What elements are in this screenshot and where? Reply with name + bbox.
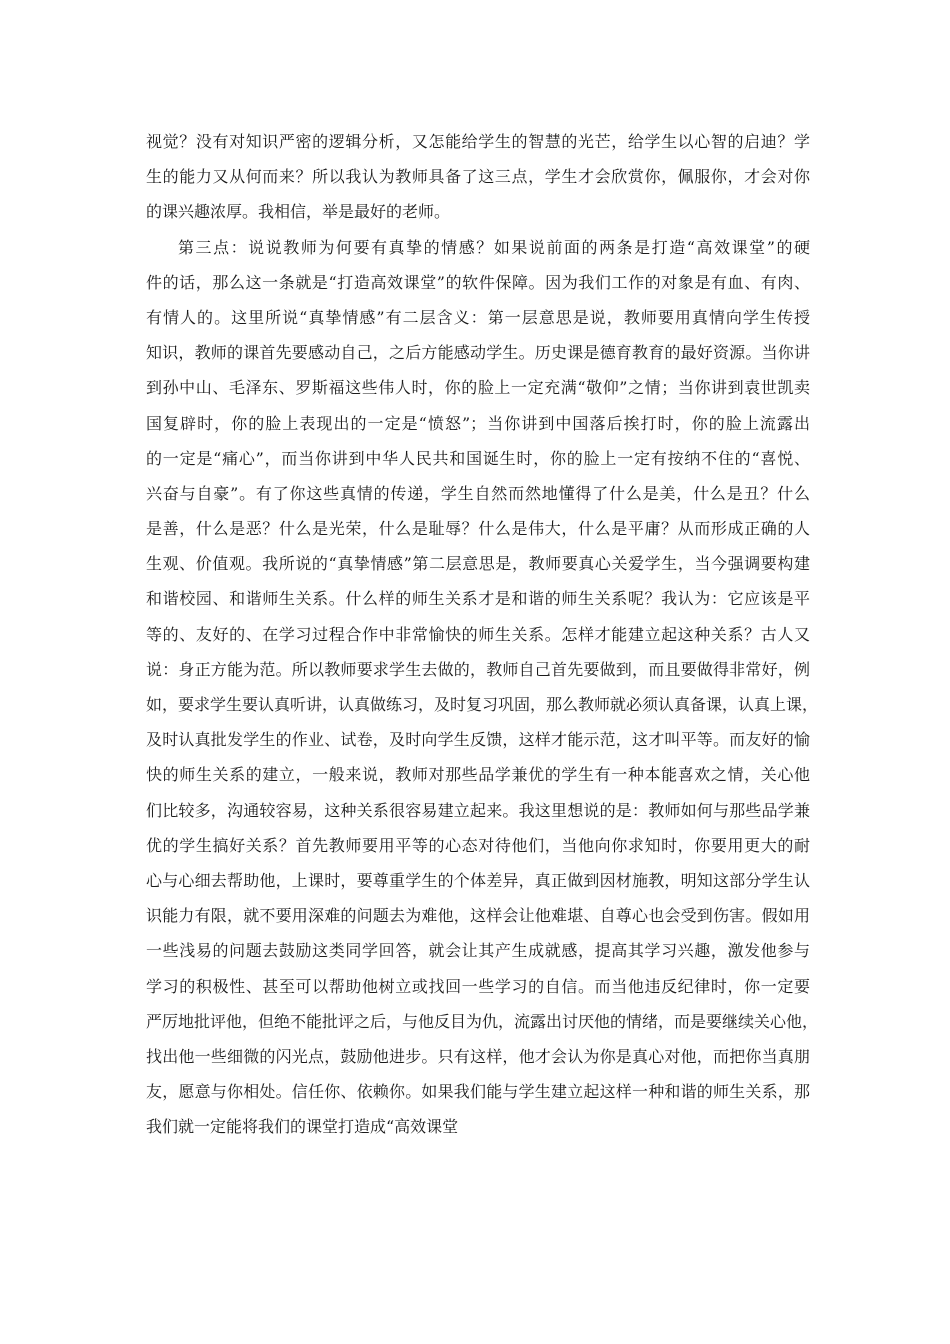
text-line: 知识，教师的课首先要感动自己，之后方能感动学生。历史课是德育教育的最好资源。当你讲 <box>146 343 810 363</box>
text-line: 们比较多，沟通较容易，这种关系很容易建立起来。我这里想说的是：教师如何与那些品学兼 <box>146 800 810 820</box>
text-line: 等的、友好的、在学习过程合作中非常愉快的师生关系。怎样才能建立起这种关系？古人又 <box>146 624 810 644</box>
text-line: 及时认真批发学生的作业、试卷，及时向学生反馈，这样才能示范，这才叫平等。而友好的愉 <box>146 730 810 750</box>
body-text <box>146 124 819 1144</box>
text-line: 友，愿意与你相处。信任你、依赖你。如果我们能与学生建立起这样一种和谐的师生关系，那 <box>146 1082 810 1102</box>
text-line: 件的话，那么这一条就是“打造高效课堂”的软件保障。因为我们工作的对象是有血、有肉、 <box>146 272 810 292</box>
text-line: 的课兴趣浓厚。我相信，举是最好的老师。 <box>146 202 451 222</box>
text-line: 视觉？没有对知识严密的逻辑分析，又怎能给学生的智慧的光芒，给学生以心智的启迪？学 <box>146 132 810 151</box>
text-line: 第三点：说说教师为何要有真挚的情感？如果说前面的两条是打造“高效课堂”的硬 <box>178 237 810 257</box>
text-line: 优的学生搞好关系？首先教师要用平等的心态对待他们，当他向你求知时，你要用更大的耐 <box>146 835 810 855</box>
text-line: 国复辟时，你的脸上表现出的一定是“愤怒”；当你讲到中国落后挨打时，你的脸上流露出 <box>146 413 810 433</box>
text-line: 是善，什么是恶？什么是光荣，什么是耻辱？什么是伟大，什么是平庸？从而形成正确的人 <box>146 519 810 539</box>
text-line: 心与心细去帮助他，上课时，要尊重学生的个体差异，真正做到因材施教，明知这部分学生认 <box>146 870 810 890</box>
text-line: 兴奋与自豪”。有了你这些真情的传递，学生自然而然地懂得了什么是美，什么是丑？什么 <box>146 483 810 503</box>
text-line: 学习的积极性、甚至可以帮助他树立或找回一些学习的自信。而当他违反纪律时，你一定要 <box>146 976 810 996</box>
text-line: 和谐校园、和谐师生关系。什么样的师生关系才是和谐的师生关系呢？我认为：它应该是平 <box>146 589 810 609</box>
text-line: 说：身正方能为范。所以教师要求学生去做的，教师自己首先要做到，而且要做得非常好，例 <box>146 659 810 679</box>
text-line: 我们就一定能将我们的课堂打造成“高效课堂 <box>146 1117 459 1137</box>
text-line: 识能力有限，就不要用深难的问题去为难他，这样会让他难堪、自尊心也会受到伤害。假如用 <box>146 906 810 926</box>
text-line: 的一定是“痛心”，而当你讲到中华人民共和国诞生时，你的脸上一定有按纳不住的“喜悦、 <box>146 448 810 468</box>
text-line: 快的师生关系的建立，一般来说，教师对那些品学兼优的学生有一种本能喜欢之情，关心他 <box>146 765 810 785</box>
paragraph <box>146 124 810 230</box>
text-line: 严厉地批评他，但绝不能批评之后，与他反目为仇，流露出讨厌他的情绪，而是要继续关心他， <box>146 1011 819 1031</box>
text-line: 如，要求学生要认真听讲，认真做练习，及时复习巩固，那么教师就必须认真备课，认真上课， <box>146 695 819 714</box>
text-line: 到孙中山、毛泽东、罗斯福这些伟人时，你的脸上一定充满“敬仰”之情；当你讲到袁世凯卖 <box>146 378 810 398</box>
text-line: 有情人的。这里所说“真挚情感”有二层含义：第一层意思是说，教师要用真情向学生传授 <box>146 307 810 327</box>
text-line: 一些浅易的问题去鼓励这类同学回答，就会让其产生成就感，提高其学习兴趣，激发他参与 <box>146 941 810 961</box>
text-line: 生的能力又从何而来？所以我认为教师具备了这三点，学生才会欣赏你，佩服你，才会对你 <box>146 167 810 187</box>
text-line: 生观、价值观。我所说的“真挚情感”第二层意思是，教师要真心关爱学生，当今强调要构建 <box>146 554 810 574</box>
paragraph <box>146 230 819 1145</box>
text-line: 找出他一些细微的闪光点，鼓励他进步。只有这样，他才会认为你是真心对他，而把你当真朋 <box>146 1046 810 1066</box>
